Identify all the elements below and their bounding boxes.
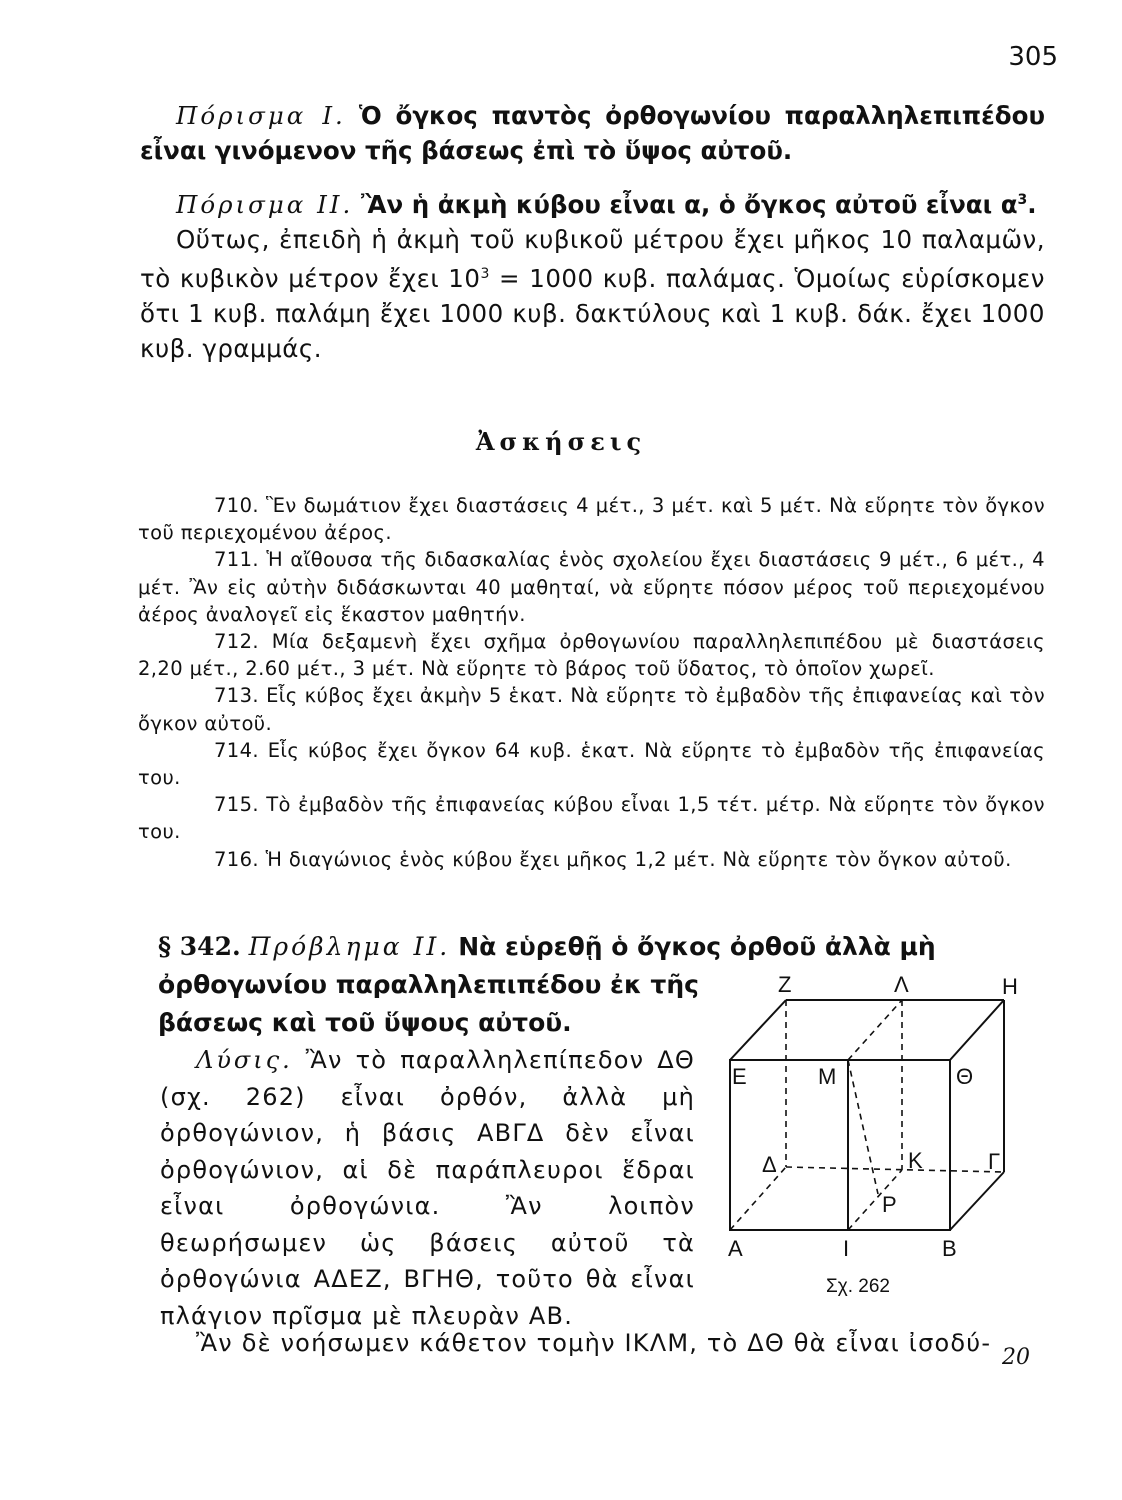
exercise-715 bbox=[138, 791, 1045, 845]
label-Z: Ζ bbox=[778, 972, 792, 997]
label-TH: Θ bbox=[956, 1064, 974, 1089]
exercise-num: 710. bbox=[214, 494, 260, 517]
hidden-M-P bbox=[848, 1060, 878, 1194]
porisma-1-text: Ὁ ὄγκος παντὸς ὀρθογωνίου παραλληλεπιπέδου εἶναι γινόμενον τῆς βάσεως ἐπὶ τὸ ὕψος αὐτοῦ. bbox=[140, 101, 1045, 165]
last-line bbox=[160, 1326, 1045, 1361]
problem-section: § 342. bbox=[158, 932, 241, 961]
exercise-num: 715. bbox=[214, 793, 260, 817]
exercise-712 bbox=[138, 628, 1045, 682]
exercise-num: 714. bbox=[214, 738, 260, 762]
label-D: Δ bbox=[762, 1152, 777, 1177]
exercises-list bbox=[138, 492, 1045, 873]
label-H: Η bbox=[1002, 974, 1018, 999]
exercise-text: Ἡ διαγώνιος ἑνὸς κύβου ἔχει μῆκος 1,2 μέτ. Νὰ εὕρητε τὸν ὄγκον αὐτοῦ. bbox=[265, 847, 1012, 871]
label-K: Κ bbox=[908, 1148, 923, 1173]
hidden-A-D bbox=[730, 1167, 786, 1230]
solution bbox=[160, 1042, 695, 1334]
hidden-D-G bbox=[786, 1167, 1004, 1172]
exercise-710 bbox=[138, 492, 1045, 546]
label-M: Μ bbox=[818, 1064, 837, 1089]
exercise-text: Ἓν δωμάτιον ἔχει διαστάσεις 4 μέτ., 3 μέτ. καὶ 5 μέτ. Νὰ εὕρητε τὸν ὄγκον τοῦ περιεχομένου ἀέρος. bbox=[138, 494, 1045, 545]
label-P: Ρ bbox=[882, 1192, 897, 1217]
exercise-text: Ἡ αἴθουσα τῆς διδασκαλίας ἑνὸς σχολείου ἔχει διαστάσεις 9 μέτ., 6 μέτ., 4 μέτ. Ἂν εἰς αὐτὴν διδάσκωνται 40 μαθηταί, νὰ εὕρητε πόσον μέρος τοῦ περιεχομένου ἀέρος ἀναλογεῖ εἰς ἕκαστον μαθητήν. bbox=[138, 548, 1045, 626]
problem-line-3: βάσεως καὶ τοῦ ὕψους αὐτοῦ. bbox=[158, 1008, 572, 1037]
last-line-text: Ἂν δὲ νοήσωμεν κάθετον τομὴν ΙΚΛΜ, τὸ ΔΘ θὰ εἶναι ἰσοδύ- bbox=[196, 1329, 992, 1357]
outos-exponent: 3 bbox=[480, 266, 490, 283]
exercise-num: 711. bbox=[214, 548, 260, 572]
exercise-text: Τὸ ἐμβαδὸν τῆς ἐπιφανείας κύβου εἶναι 1,5 τέτ. μέτρ. Νὰ εὕρητε τὸν ὄγκον του. bbox=[138, 793, 1045, 844]
problem-label: Πρόβλημα ΙΙ. bbox=[248, 932, 451, 961]
label-G: Γ bbox=[988, 1149, 1001, 1174]
exercise-text: Εἷς κύβος ἔχει ἀκμὴν 5 ἑκατ. Νὰ εὕρητε τὸ ἐμβαδὸν τῆς ἐπιφανείας καὶ τὸν ὄγκον αὐτοῦ. bbox=[138, 684, 1045, 735]
solution-text: Ἂν τὸ παραλληλεπίπεδον ΔΘ (σχ. 262) εἶναι ὀρθόν, ἀλλὰ μὴ ὀρθογώνιον, ἡ βάσις ΑΒΓΔ δὲν εἶναι ὀρθογώνιον, αἱ δὲ παράπλευροι ἕδραι εἶναι ὀρθογώνια. Ἂν λοιπὸν θεωρήσωμεν ὡς βάσεις αὐτοῦ τὰ ὀρθογώνια ΑΔΕΖ, ΒΓΗΘ, τοῦτο θὰ εἶναι πλάγιον πρῖσμα μὲ πλευρὰν ΑΒ. bbox=[160, 1046, 695, 1330]
cube-diagram bbox=[720, 972, 1050, 1302]
page-number: 305 bbox=[1008, 42, 1058, 72]
edge-EZ bbox=[730, 1000, 786, 1060]
label-E: Ε bbox=[732, 1064, 747, 1089]
edge-B-G bbox=[950, 1172, 1004, 1230]
porisma-1-label: Πόρισμα Ι. bbox=[176, 101, 346, 130]
exercise-713 bbox=[138, 682, 1045, 736]
exercise-711 bbox=[138, 546, 1045, 628]
exercise-num: 713. bbox=[214, 684, 260, 708]
label-I: Ι bbox=[843, 1236, 850, 1261]
porisma-1 bbox=[140, 98, 1045, 168]
porisma-2-label: Πόρισμα ΙΙ. bbox=[176, 190, 354, 220]
outos-paragraph bbox=[140, 222, 1045, 366]
figure-caption: Σχ. 262 bbox=[826, 1276, 890, 1297]
problem-line-2: ὀρθογωνίου παραλληλεπιπέδου ἐκ τῆς bbox=[158, 970, 700, 999]
solution-label: Λύσις. bbox=[196, 1046, 293, 1074]
front-face bbox=[730, 1060, 950, 1230]
exercise-num: 712. bbox=[214, 630, 260, 654]
exercise-num: 716. bbox=[214, 847, 260, 871]
figure-262 bbox=[720, 972, 1050, 1302]
edge-TH-H bbox=[950, 1000, 1004, 1060]
exercise-text: Εἷς κύβος ἔχει ὄγκον 64 κυβ. ἑκατ. Νὰ εὕρητε τὸ ἐμβαδὸν τῆς ἐπιφανείας του. bbox=[138, 738, 1045, 790]
outos-text-2: = 1000 κυβ. παλάμας. Ὁμοίως εὑρίσκομεν ὅτι 1 κυβ. παλάμη ἔχει 1000 κυβ. δακτύλους καὶ 1 κυβ. δάκ. ἔχει 1000 κυβ. γραμμάς. bbox=[140, 264, 1045, 364]
problem-line-1: Νὰ εὑρεθῇ ὁ ὄγκος ὀρθοῦ ἀλλὰ μὴ bbox=[458, 932, 936, 961]
outos-text-1: Οὕτως, ἐπειδὴ ἡ ἀκμὴ τοῦ κυβικοῦ μέτρου ἔχει μῆκος 10 παλαμῶν, τὸ κυβικὸν μέτρον ἔχει 10 bbox=[140, 225, 1045, 294]
exercise-714 bbox=[138, 737, 1045, 791]
exercise-text: Μία δεξαμενὴ ἔχει σχῆμα ὀρθογωνίου παραλληλεπιπέδου μὲ διαστάσεις 2,20 μέτ., 2.60 μέτ., 3 μέτ. Νὰ εὕρητε τὸ βάρος τοῦ ὕδατος, τὸ ὁποῖον χωρεῖ. bbox=[138, 630, 1045, 681]
porisma-2-text: Ἂν ἡ ἀκμὴ κύβου εἶναι α, ὁ ὄγκος αὐτοῦ εἶναι α bbox=[361, 190, 1018, 220]
exercise-716 bbox=[138, 846, 1045, 873]
label-A: Α bbox=[728, 1236, 743, 1261]
hidden-M-L bbox=[848, 1000, 902, 1060]
porisma-2-exponent: 3 bbox=[1017, 192, 1028, 208]
porisma-2 bbox=[140, 183, 1045, 366]
porisma-2-end: . bbox=[1027, 190, 1037, 220]
label-L: Λ bbox=[894, 972, 909, 997]
footer-number: 20 bbox=[1002, 1345, 1030, 1370]
exercises-title: Ἀσκήσεις bbox=[475, 427, 647, 456]
label-B: Β bbox=[942, 1236, 957, 1261]
